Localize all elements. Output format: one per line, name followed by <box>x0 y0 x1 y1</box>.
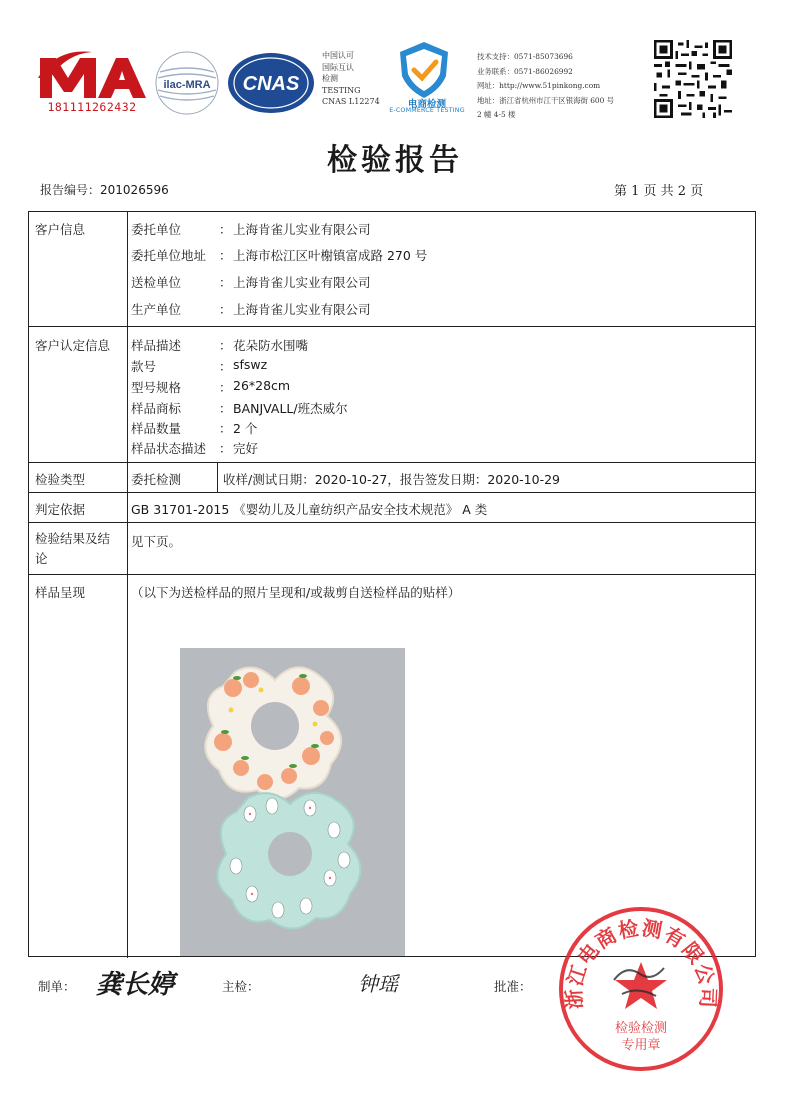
report-number-label: 报告编号： <box>40 183 101 197</box>
ecommerce-testing-logo <box>388 40 460 100</box>
client-key: 送检单位 <box>131 275 182 290</box>
colon: ： <box>219 441 232 456</box>
colon: ： <box>219 421 232 436</box>
sample-key: 样品数量 <box>131 421 182 436</box>
presentation-note: （以下为送检样品的照片呈现和/或裁剪自送检样品的贴样） <box>131 585 461 600</box>
cma-number: 181111262432 <box>47 100 137 114</box>
cnas-accreditation-text <box>322 50 392 108</box>
sample-key: 款号 <box>131 359 157 374</box>
contact-line: 业务联系：0571-86026992 <box>477 66 573 76</box>
colon: ： <box>219 248 232 263</box>
peach-bib <box>205 667 341 798</box>
approver-label: 批准： <box>494 979 532 994</box>
report-number <box>40 181 169 198</box>
sample-value: 26*28cm <box>233 378 291 393</box>
ecommerce-testing-en: E-COMMERCE TESTING <box>389 107 465 114</box>
official-seal <box>556 904 726 1074</box>
maker-label: 制单： <box>38 979 76 994</box>
cnas-line: 国际互认 <box>322 62 354 72</box>
colon: ： <box>219 380 232 395</box>
sample-value: BANJVALL/班杰威尔 <box>233 401 348 416</box>
seal-text: 浙江电商检测有限公司 <box>561 915 721 1010</box>
presentation-label: 样品呈现 <box>35 585 86 600</box>
sample-info-label: 客户认定信息 <box>35 338 111 353</box>
client-value: 上海肯雀儿实业有限公司 <box>233 275 371 290</box>
ilac-mra-logo <box>154 50 220 116</box>
sample-key: 样品商标 <box>131 401 182 416</box>
contact-line: 技术支持：0571-85073696 <box>477 52 573 61</box>
client-value: 上海肯雀儿实业有限公司 <box>233 222 371 237</box>
maker-signature: 龚长婷 <box>96 970 175 1000</box>
sample-value: 花朵防水围嘴 <box>233 338 309 353</box>
cnas-line: TESTING <box>322 85 361 95</box>
report-number-value: 201026596 <box>100 183 169 197</box>
client-info-label: 客户信息 <box>35 222 86 237</box>
ilac-logo-text: ilac-MRA <box>163 79 211 91</box>
report-title: 检验报告 <box>327 143 463 178</box>
seal-inner-line: 检验检测 <box>614 1021 668 1036</box>
client-value: 上海市松江区叶榭镇富成路 270 号 <box>233 248 428 263</box>
sample-value: sfswz <box>233 357 268 372</box>
client-key: 生产单位 <box>131 302 182 317</box>
colon: ： <box>219 302 232 317</box>
sample-key: 样品状态描述 <box>131 441 207 456</box>
checker-signature: 钟瑶 <box>358 972 398 996</box>
sample-key: 样品描述 <box>131 338 182 353</box>
sample-photo <box>180 648 405 956</box>
colon: ： <box>219 401 232 416</box>
inspection-type-label: 检验类型 <box>35 472 86 487</box>
cnas-logo-text: CNAS <box>242 73 300 95</box>
cnas-logo <box>226 50 316 116</box>
basis-label: 判定依据 <box>35 502 86 517</box>
contact-line: 网址：http://www.51pinkong.com <box>477 81 601 90</box>
cnas-line: CNAS L12274 <box>322 97 380 106</box>
colon: ： <box>219 338 232 353</box>
sample-value: 2 个 <box>233 421 258 436</box>
bunny-bib <box>217 793 360 929</box>
ecommerce-testing-cn: 电商检测 <box>407 99 446 110</box>
contact-info <box>477 50 647 123</box>
inspection-dates: 收样/测试日期：2020-10-27，报告签发日期：2020-10-29 <box>223 472 561 487</box>
cnas-line: 中国认可 <box>322 51 354 60</box>
seal-inner-line: 专用章 <box>621 1038 661 1053</box>
sample-key: 型号规格 <box>131 380 182 395</box>
checker-label: 主检： <box>222 979 260 994</box>
colon: ： <box>219 222 232 237</box>
result-label: 检验结果及结论 <box>35 531 111 566</box>
client-key: 委托单位 <box>131 222 182 237</box>
contact-line: 2 幢 4-5 楼 <box>477 110 516 119</box>
basis-value: GB 31701-2015 《婴幼儿及儿童纺织产品安全技术规范》 A 类 <box>131 502 488 517</box>
client-key: 委托单位地址 <box>131 248 207 263</box>
page-indicator: 第 1 页 共 2 页 <box>614 184 704 199</box>
client-value: 上海肯雀儿实业有限公司 <box>233 302 371 317</box>
colon: ： <box>219 275 232 290</box>
qr-code-icon <box>654 40 732 118</box>
contact-line: 地址：浙江省杭州市江干区银海街 600 号 <box>477 95 615 105</box>
colon: ： <box>219 359 232 374</box>
sample-value: 完好 <box>233 441 259 456</box>
result-value: 见下页。 <box>131 534 182 549</box>
cnas-line: 检测 <box>322 74 338 83</box>
inspection-type-value: 委托检测 <box>131 472 182 487</box>
